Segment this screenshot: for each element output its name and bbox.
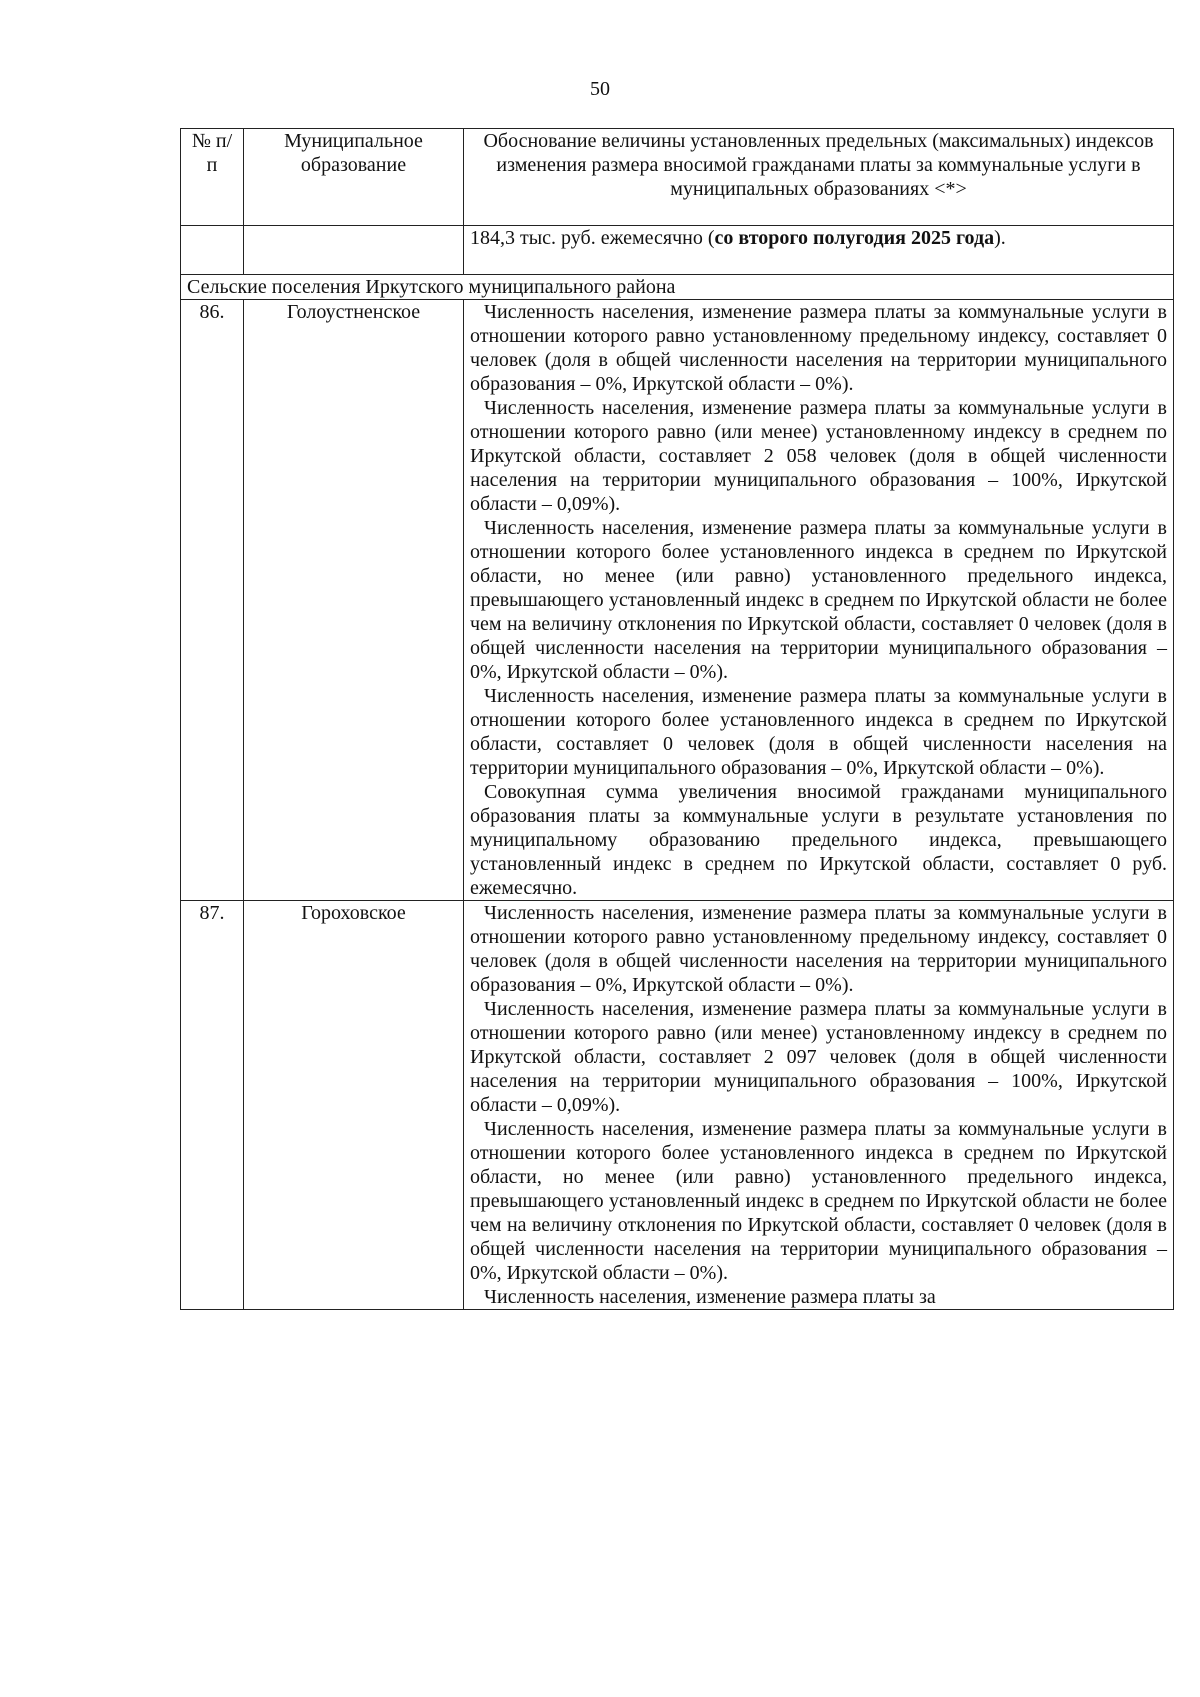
justification-paragraph: Численность населения, изменение размера платы за коммунальные услуги в отношении которого равно (или менее) установленному индексу в среднем по Иркутской области, составляет 2 097 человек (доля в общей численности населения на территории муниципального образования – 100%, Иркутской области – 0,09%). xyxy=(470,998,1167,1116)
indices-table xyxy=(180,128,1174,1310)
justification-paragraph: Численность населения, изменение размера платы за коммунальные услуги в отношении которого более установленного индекса в среднем по Иркутской области, но менее (или равно) установленного предельного индекса, превышающего установленный индекс в среднем по Иркутской области не более чем на величину отклонения по Иркутской области, составляет 0 человек (доля в общей численности населения на территории муниципального образования – 0%, Иркутской области – 0%). xyxy=(470,1118,1167,1284)
justification-paragraph: Совокупная сумма увеличения вносимой гражданами муниципального образования платы за коммунальные услуги в результате установления по муниципальному образованию предельного индекса, превышающего установленный индекс в среднем по Иркутской области, составляет 0 руб. ежемесячно. xyxy=(470,781,1167,899)
justification-cell xyxy=(464,901,1174,1310)
header-num: № п/п xyxy=(181,129,244,226)
header-municipality: Муниципальное образование xyxy=(244,129,464,226)
section-row xyxy=(181,275,1174,300)
justification-paragraph: Численность населения, изменение размера платы за коммунальные услуги в отношении которого более установленного индекса в среднем по Иркутской области, составляет 0 человек (доля в общей численности населения на территории муниципального образования – 0%, Иркутской области – 0%). xyxy=(470,685,1167,779)
justification-paragraph: Численность населения, изменение размера платы за коммунальные услуги в отношении которого равно установленному предельному индексу, составляет 0 человек (доля в общей численности населения на территории муниципального образования – 0%, Иркутской области – 0%). xyxy=(470,902,1167,996)
justification-paragraph: Численность населения, изменение размера платы за коммунальные услуги в отношении которого равно установленному предельному индексу, составляет 0 человек (доля в общей численности населения на территории муниципального образования – 0%, Иркутской области – 0%). xyxy=(470,301,1167,395)
section-title: Сельские поселения Иркутского муниципального района xyxy=(181,275,1174,300)
justification-cell xyxy=(464,300,1174,901)
justification-paragraph: Численность населения, изменение размера платы за коммунальные услуги в отношении которого равно (или менее) установленному индексу в среднем по Иркутской области, составляет 2 058 человек (доля в общей численности населения на территории муниципального образования – 100%, Иркутской области – 0,09%). xyxy=(470,397,1167,515)
table-header-row xyxy=(181,129,1174,226)
page-number: 50 xyxy=(590,78,610,100)
row-number: 86. xyxy=(181,300,244,901)
continuation-num-cell xyxy=(181,226,244,275)
justification-paragraph: Численность населения, изменение размера платы за xyxy=(484,1286,936,1308)
continuation-text-cell xyxy=(464,226,1174,275)
continuation-text: 184,3 тыс. руб. ежемесячно ( xyxy=(470,227,715,249)
table-row xyxy=(181,300,1174,901)
row-number: 87. xyxy=(181,901,244,1310)
continuation-municipality-cell xyxy=(244,226,464,275)
header-justification: Обоснование величины установленных предельных (максимальных) индексов изменения размера вносимой гражданами платы за коммунальные услуги в муниципальных образованиях <*> xyxy=(464,129,1174,226)
continuation-row xyxy=(181,226,1174,275)
municipality-name: Голоустненское xyxy=(244,300,464,901)
municipality-name: Гороховское xyxy=(244,901,464,1310)
continuation-text-end: ). xyxy=(994,227,1006,249)
justification-paragraph: Численность населения, изменение размера платы за коммунальные услуги в отношении которого более установленного индекса в среднем по Иркутской области, но менее (или равно) установленного предельного индекса, превышающего установленный индекс в среднем по Иркутской области не более чем на величину отклонения по Иркутской области, составляет 0 человек (доля в общей численности населения на территории муниципального образования – 0%, Иркутской области – 0%). xyxy=(470,517,1167,683)
continuation-bold-text: со второго полугодия 2025 года xyxy=(714,227,995,249)
table-row xyxy=(181,901,1174,1310)
